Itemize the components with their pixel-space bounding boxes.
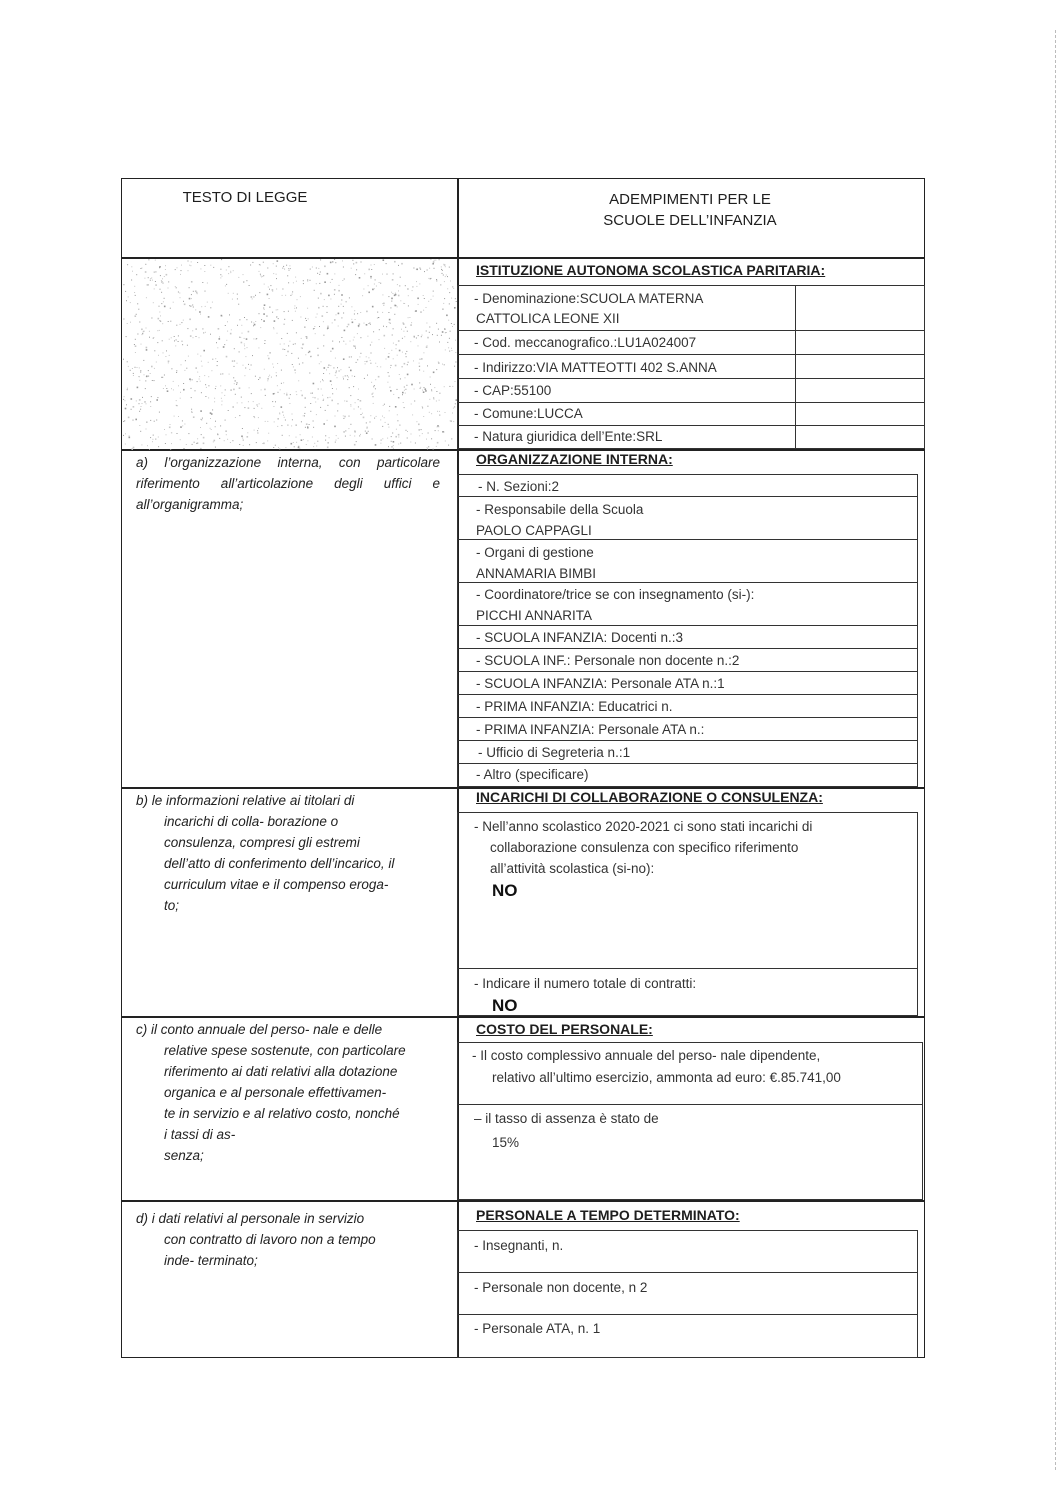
- indirizzo: - Indirizzo:VIA MATTEOTTI 402 S.ANNA: [474, 360, 717, 375]
- tasso-assenza-value: 15%: [492, 1135, 520, 1150]
- n-sezioni: - N. Sezioni:2: [478, 479, 560, 494]
- law-line: b) le informazioni relative ai titolari di: [136, 793, 355, 808]
- insegnanti: - Insegnanti, n.: [474, 1238, 564, 1253]
- header-left: TESTO DI LEGGE: [182, 189, 308, 206]
- law-text-c: [136, 1019, 440, 1166]
- ufficio-segreteria: - Ufficio di Segreteria n.:1: [478, 745, 631, 760]
- law-line: to;: [164, 898, 180, 913]
- law-line: incarichi di colla- borazione o: [164, 814, 339, 829]
- educatrici: - PRIMA INFANZIA: Educatrici n.: [476, 699, 673, 714]
- cod-meccanografico: - Cod. meccanografico.:LU1A024007: [474, 335, 697, 350]
- totale-contratti-label: - Indicare il numero totale di contratti:: [474, 976, 697, 991]
- incarichi-text: [474, 816, 900, 879]
- law-line: curriculum vitae e il compenso eroga-: [164, 877, 389, 892]
- tasso-assenza-text: – il tasso di assenza è stato de: [474, 1111, 659, 1126]
- costo-line1: - Il costo complessivo annuale del perso- nale dipendente,: [472, 1048, 821, 1063]
- law-line: dell’atto di conferimento dell’incarico, il: [164, 856, 395, 871]
- totale-contratti-answer: NO: [492, 996, 518, 1015]
- incarichi-answer: NO: [492, 881, 518, 900]
- istituzione-title: ISTITUZIONE AUTONOMA SCOLASTICA PARITARIA:: [476, 262, 826, 278]
- text-line: collaborazione consulenza con specifico riferimento: [490, 840, 799, 855]
- law-text-a: a) l’organizzazione interna, con particolare riferimento all’articolazione degli uffici e all’organigramma;: [136, 455, 440, 512]
- costo-line2: relativo all’ultimo esercizio, ammonta ad euro: €.85.741,00: [492, 1070, 841, 1085]
- law-line: c) il conto annuale del perso- nale e delle: [136, 1022, 383, 1037]
- text-line: - Nell’anno scolastico 2020-2021 ci sono stati incarichi di: [474, 819, 813, 834]
- row-separator: [121, 1200, 925, 1202]
- personale-ata: - SCUOLA INFANZIA: Personale ATA n.:1: [476, 676, 725, 691]
- denominazione: - Denominazione:SCUOLA MATERNA: [474, 291, 704, 306]
- org-title: ORGANIZZAZIONE INTERNA:: [476, 451, 673, 467]
- law-text-d: [136, 1208, 440, 1271]
- coordinatore: - Coordinatore/trice se con insegnamento (si-):: [476, 587, 755, 602]
- tasso-assenza-label: [474, 1108, 659, 1129]
- organi-gestione: - Organi di gestione: [476, 545, 594, 560]
- header-right-line2: SCUOLE DELL’INFANZIA: [603, 212, 777, 229]
- denominazione-cont: CATTOLICA LEONE XII: [476, 311, 620, 326]
- law-line: d) i dati relativi al personale in servizio: [136, 1211, 365, 1226]
- responsabile-name: PAOLO CAPPAGLI: [476, 523, 592, 538]
- responsabile: - Responsabile della Scuola: [476, 502, 644, 517]
- altro: - Altro (specificare): [476, 767, 589, 782]
- row-separator: [121, 1016, 925, 1018]
- text-line: all’attività scolastica (si-no):: [490, 861, 655, 876]
- costo-title: COSTO DEL PERSONALE:: [476, 1021, 653, 1037]
- determinato-title: PERSONALE A TEMPO DETERMINATO:: [476, 1207, 740, 1223]
- law-line: te in servizio e al relativo costo, nonché: [164, 1106, 400, 1121]
- prima-infanzia-ata: - PRIMA INFANZIA: Personale ATA n.:: [476, 722, 705, 737]
- law-line: inde- terminato;: [164, 1253, 258, 1268]
- header-right-line1: ADEMPIMENTI PER LE: [609, 191, 771, 208]
- scan-edge: [1054, 30, 1056, 1470]
- comune: - Comune:LUCCA: [474, 406, 583, 421]
- law-line: consulenza, compresi gli estremi: [164, 835, 360, 850]
- personale-non-docente-det: - Personale non docente, n 2: [474, 1280, 648, 1295]
- organi-gestione-name: ANNAMARIA BIMBI: [476, 566, 597, 581]
- law-line: i tassi di as-: [164, 1127, 236, 1142]
- personale-ata-det: - Personale ATA, n. 1: [474, 1321, 601, 1336]
- law-line: senza;: [164, 1148, 204, 1163]
- law-line: riferimento ai dati relativi alla dotazione: [164, 1064, 398, 1079]
- coordinatore-name: PICCHI ANNARITA: [476, 608, 593, 623]
- law-text-b: [136, 790, 440, 916]
- law-line: relative spese sostenute, con particolare: [164, 1043, 406, 1058]
- scan-noise-area: [123, 259, 457, 450]
- law-line: con contratto di lavoro non a tempo: [164, 1232, 376, 1247]
- natura-giuridica: - Natura giuridica dell’Ente:SRL: [474, 429, 663, 444]
- docenti: - SCUOLA INFANZIA: Docenti n.:3: [476, 630, 684, 645]
- cell-divider: [795, 285, 796, 449]
- law-line: organica e al personale effettivamen-: [164, 1085, 387, 1100]
- personale-non-docente: - SCUOLA INF.: Personale non docente n.:2: [476, 653, 740, 668]
- cap: - CAP:55100: [474, 383, 552, 398]
- incarichi-title: INCARICHI DI COLLABORAZIONE O CONSULENZA:: [476, 789, 823, 805]
